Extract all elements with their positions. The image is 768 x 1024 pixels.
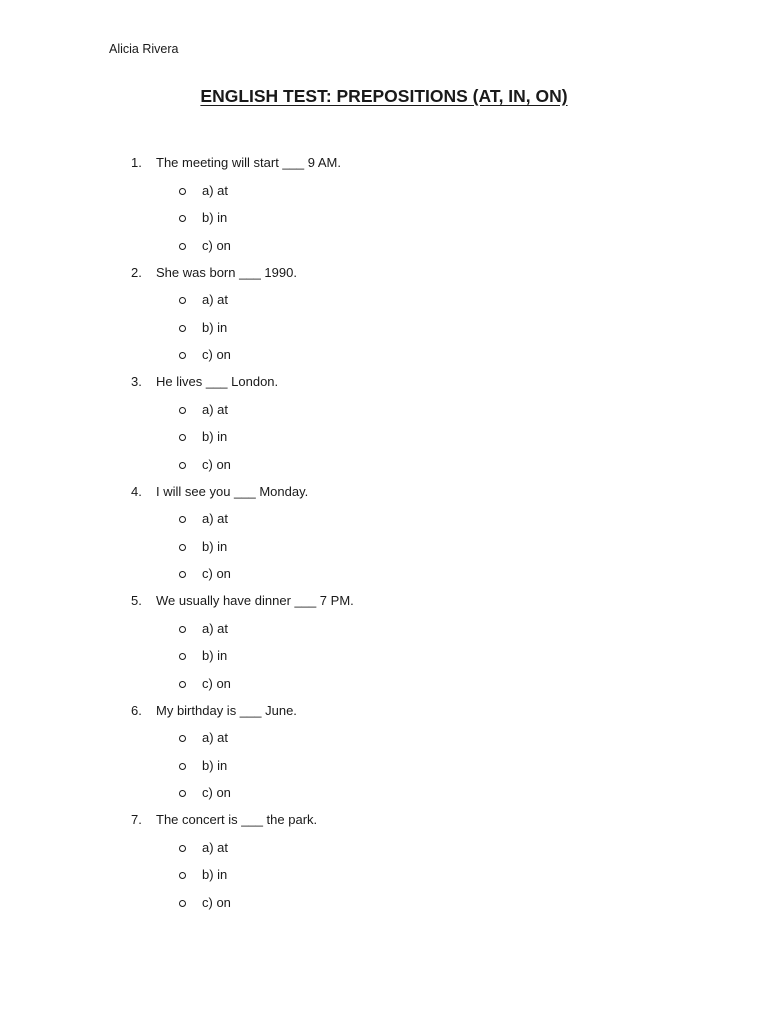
question-text: I will see you ___ Monday.: [156, 483, 309, 499]
hollow-circle-bullet-icon: [179, 763, 186, 770]
question-number: 7.: [131, 812, 142, 827]
option-label: a) at: [202, 511, 229, 526]
hollow-circle-bullet-icon: [179, 653, 186, 660]
hollow-circle-bullet-icon: [179, 516, 186, 523]
question-item: [0, 265, 768, 375]
option-label: b) in: [202, 319, 228, 335]
option-label: c) on: [202, 894, 231, 910]
hollow-circle-bullet-icon: [179, 571, 186, 578]
option-label: b) in: [202, 429, 228, 444]
question-item: [0, 484, 768, 594]
option-label: b) in: [202, 210, 228, 225]
question-list: [0, 155, 768, 922]
author-name: Alicia Rivera: [109, 42, 179, 56]
question-item: [0, 374, 768, 484]
option-label: b) in: [202, 757, 228, 773]
option-label: b) in: [202, 538, 228, 554]
option-label: a) at: [202, 292, 229, 307]
hollow-circle-bullet-icon: [179, 297, 186, 304]
question-text: She was born ___ 1990.: [156, 264, 297, 280]
question-number: 2.: [131, 264, 142, 280]
option-label: a) at: [202, 839, 229, 855]
option-label: c) on: [202, 237, 231, 253]
hollow-circle-bullet-icon: [179, 872, 186, 879]
hollow-circle-bullet-icon: [179, 325, 186, 332]
hollow-circle-bullet-icon: [179, 845, 186, 852]
option-label: c) on: [202, 456, 231, 472]
question-item: [0, 593, 768, 703]
option-label: c) on: [202, 566, 231, 581]
option-label: b) in: [202, 648, 228, 663]
question-number: 3.: [131, 374, 142, 389]
question-item: [0, 155, 768, 265]
hollow-circle-bullet-icon: [179, 544, 186, 551]
option-label: a) at: [202, 182, 229, 198]
question-text: The meeting will start ___ 9 AM.: [156, 155, 341, 170]
question-item: [0, 812, 768, 922]
option-label: a) at: [202, 730, 229, 745]
question-text: The concert is ___ the park.: [156, 812, 318, 827]
option-label: c) on: [202, 675, 231, 691]
hollow-circle-bullet-icon: [179, 352, 186, 359]
option-label: a) at: [202, 620, 229, 636]
hollow-circle-bullet-icon: [179, 900, 186, 907]
question-text: My birthday is ___ June.: [156, 702, 297, 718]
question-number: 6.: [131, 702, 142, 718]
question-number: 5.: [131, 593, 142, 608]
hollow-circle-bullet-icon: [179, 434, 186, 441]
question-number: 4.: [131, 483, 142, 499]
question-text: We usually have dinner ___ 7 PM.: [156, 593, 354, 608]
option-label: a) at: [202, 401, 229, 417]
hollow-circle-bullet-icon: [179, 626, 186, 633]
question-number: 1.: [131, 155, 142, 170]
hollow-circle-bullet-icon: [179, 681, 186, 688]
option-label: c) on: [202, 785, 231, 800]
question-item: [0, 703, 768, 813]
hollow-circle-bullet-icon: [179, 790, 186, 797]
hollow-circle-bullet-icon: [179, 188, 186, 195]
option-label: b) in: [202, 867, 228, 882]
hollow-circle-bullet-icon: [179, 735, 186, 742]
question-text: He lives ___ London.: [156, 374, 279, 389]
hollow-circle-bullet-icon: [179, 462, 186, 469]
hollow-circle-bullet-icon: [179, 215, 186, 222]
page-title: ENGLISH TEST: PREPOSITIONS (AT, IN, ON): [200, 86, 568, 106]
hollow-circle-bullet-icon: [179, 243, 186, 250]
option-label: c) on: [202, 347, 231, 362]
hollow-circle-bullet-icon: [179, 407, 186, 414]
